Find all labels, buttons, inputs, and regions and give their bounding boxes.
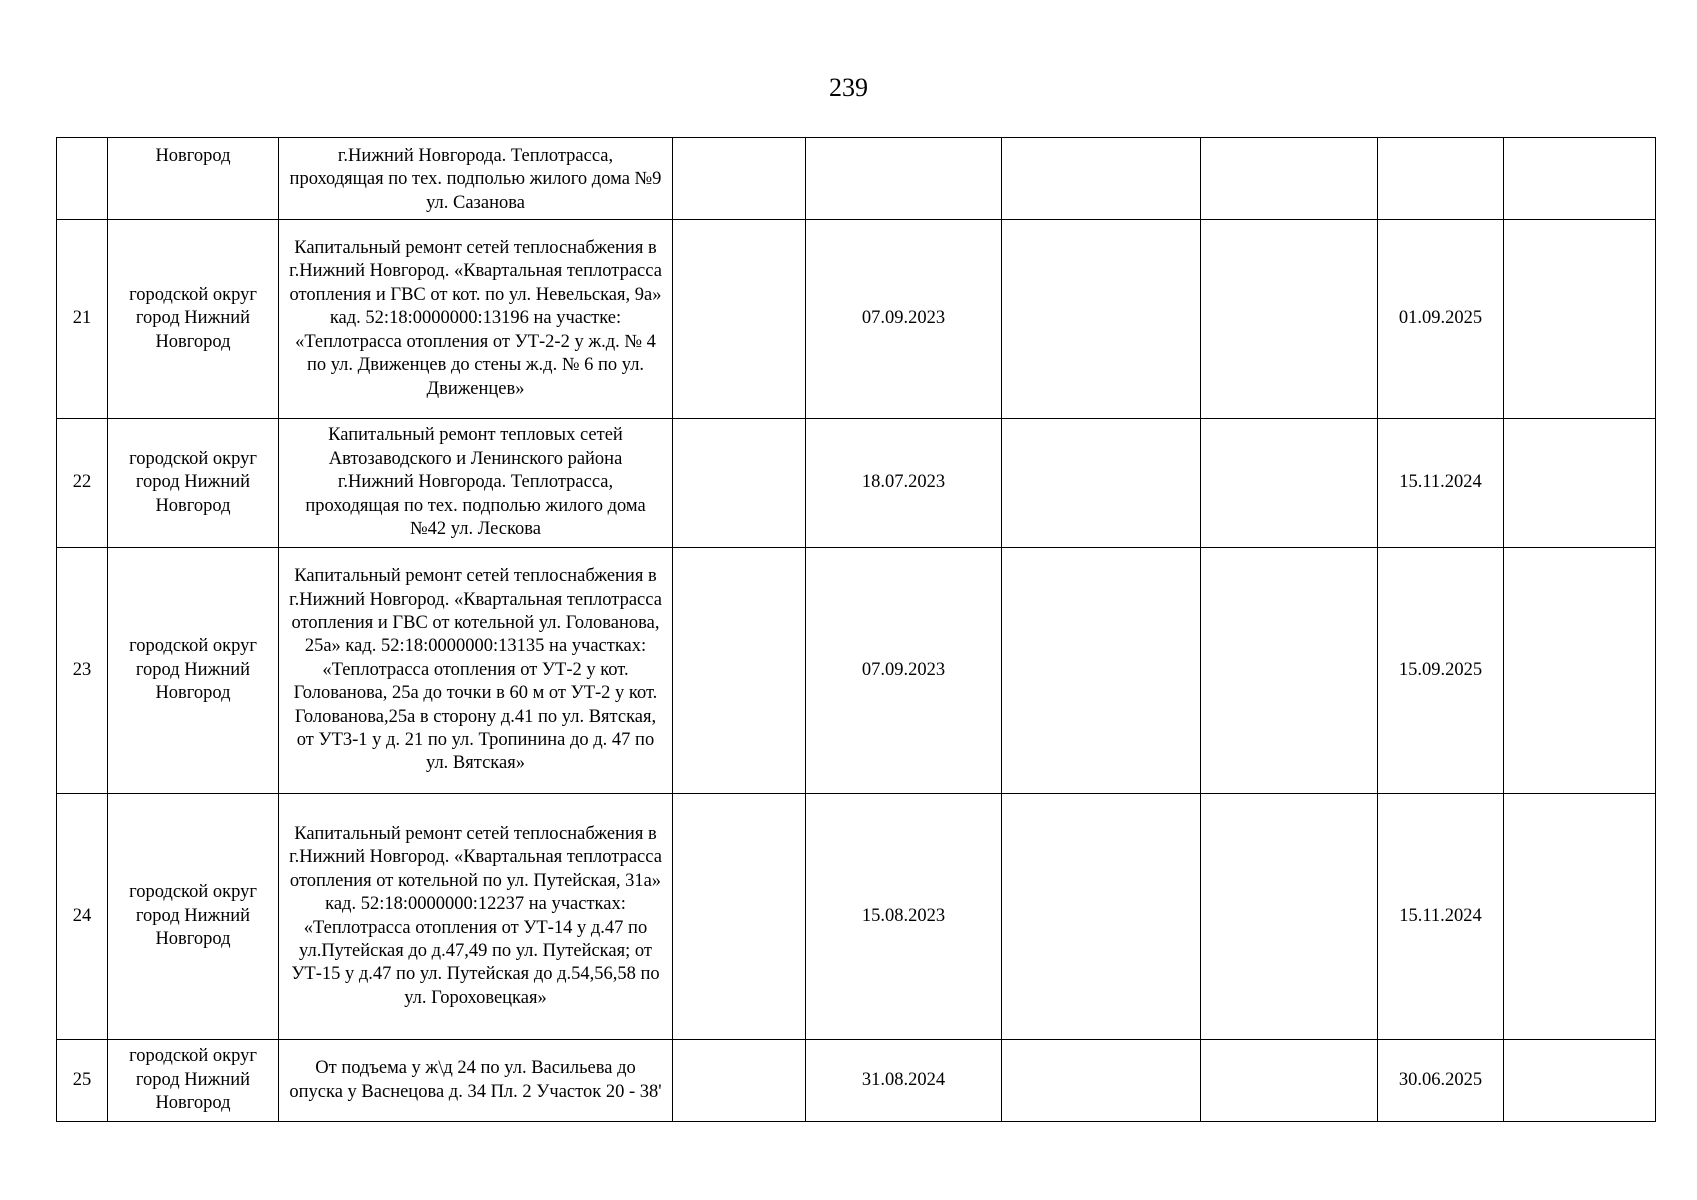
empty-cell xyxy=(673,794,806,1040)
start-date-cell: 15.08.2023 xyxy=(806,794,1002,1040)
start-date-cell: 07.09.2023 xyxy=(806,220,1002,419)
description-cell: Капитальный ремонт сетей теплоснабжения в г.Нижний Новгород. «Квартальная теплотрасса отопления от котельной по ул. Путейская, 31а» кад. 52:18:0000000:12237 на участках: «Теплотрасса отопления от УТ-14 у д.47 по ул.Путейская до д.47,49 по ул. Путейская; от УТ-15 у д.47 по ул. Путейская до д.54,56,58 по ул. Гороховецкая» xyxy=(279,794,673,1040)
district-cell: городской округ город Нижний Новгород xyxy=(108,419,279,548)
description-cell: Капитальный ремонт тепловых сетей Автозаводского и Ленинского района г.Нижний Новгорода. Теплотрасса, проходящая по тех. подполью жилого дома №42 ул. Лескова xyxy=(279,419,673,548)
empty-cell xyxy=(1504,1040,1656,1122)
row-number: 23 xyxy=(57,548,108,794)
empty-cell xyxy=(1002,138,1201,220)
district-cell: городской округ город Нижний Новгород xyxy=(108,794,279,1040)
empty-cell xyxy=(673,1040,806,1122)
empty-cell xyxy=(1002,794,1201,1040)
empty-cell xyxy=(1002,1040,1201,1122)
district-cell: городской округ город Нижний Новгород xyxy=(108,1040,279,1122)
table-row xyxy=(57,548,1656,794)
table-row xyxy=(57,138,1656,220)
empty-cell xyxy=(673,138,806,220)
empty-cell xyxy=(1201,220,1378,419)
row-number: 22 xyxy=(57,419,108,548)
empty-cell xyxy=(1201,1040,1378,1122)
start-date-cell xyxy=(806,138,1002,220)
empty-cell xyxy=(1504,220,1656,419)
row-number xyxy=(57,138,108,220)
start-date-cell: 18.07.2023 xyxy=(806,419,1002,548)
start-date-cell: 31.08.2024 xyxy=(806,1040,1002,1122)
row-number: 24 xyxy=(57,794,108,1040)
empty-cell xyxy=(1201,419,1378,548)
district-cell: городской округ город Нижний Новгород xyxy=(108,220,279,419)
description-cell: Капитальный ремонт сетей теплоснабжения в г.Нижний Новгород. «Квартальная теплотрасса отопления и ГВС от кот. по ул. Невельская, 9а» кад. 52:18:0000000:13196 на участке: «Теплотрасса отопления от УТ-2-2 у ж.д. № 4 по ул. Движенцев до стены ж.д. № 6 по ул. Движенцев» xyxy=(279,220,673,419)
start-date-cell: 07.09.2023 xyxy=(806,548,1002,794)
description-cell: г.Нижний Новгорода. Теплотрасса, проходящая по тех. подполью жилого дома №9 ул. Сазанова xyxy=(279,138,673,220)
end-date-cell: 15.11.2024 xyxy=(1378,419,1504,548)
empty-cell xyxy=(1002,548,1201,794)
empty-cell xyxy=(1002,220,1201,419)
end-date-cell xyxy=(1378,138,1504,220)
district-cell: Новгород xyxy=(108,138,279,220)
empty-cell xyxy=(1201,548,1378,794)
empty-cell xyxy=(1504,794,1656,1040)
registry-table xyxy=(56,137,1656,1122)
description-cell: От подъема у ж\д 24 по ул. Васильева до опуска у Васнецова д. 34 Пл. 2 Участок 20 - 38' xyxy=(279,1040,673,1122)
empty-cell xyxy=(673,419,806,548)
row-number: 21 xyxy=(57,220,108,419)
empty-cell xyxy=(1002,419,1201,548)
empty-cell xyxy=(673,220,806,419)
table-row xyxy=(57,1040,1656,1122)
end-date-cell: 15.09.2025 xyxy=(1378,548,1504,794)
empty-cell xyxy=(1201,138,1378,220)
empty-cell xyxy=(673,548,806,794)
page-number: 239 xyxy=(829,73,868,102)
description-cell: Капитальный ремонт сетей теплоснабжения в г.Нижний Новгород. «Квартальная теплотрасса отопления и ГВС от котельной ул. Голованова, 25а» кад. 52:18:0000000:13135 на участках: «Теплотрасса отопления от УТ-2 у кот. Голованова, 25а до точки в 60 м от УТ-2 у кот. Голованова,25а в сторону д.41 по ул. Вятская, от УТ3-1 у д. 21 по ул. Тропинина до д. 47 по ул. Вятская» xyxy=(279,548,673,794)
end-date-cell: 01.09.2025 xyxy=(1378,220,1504,419)
empty-cell xyxy=(1504,138,1656,220)
table-row xyxy=(57,419,1656,548)
empty-cell xyxy=(1504,548,1656,794)
row-number: 25 xyxy=(57,1040,108,1122)
table-row xyxy=(57,794,1656,1040)
empty-cell xyxy=(1504,419,1656,548)
empty-cell xyxy=(1201,794,1378,1040)
district-cell: городской округ город Нижний Новгород xyxy=(108,548,279,794)
table-row xyxy=(57,220,1656,419)
end-date-cell: 15.11.2024 xyxy=(1378,794,1504,1040)
end-date-cell: 30.06.2025 xyxy=(1378,1040,1504,1122)
